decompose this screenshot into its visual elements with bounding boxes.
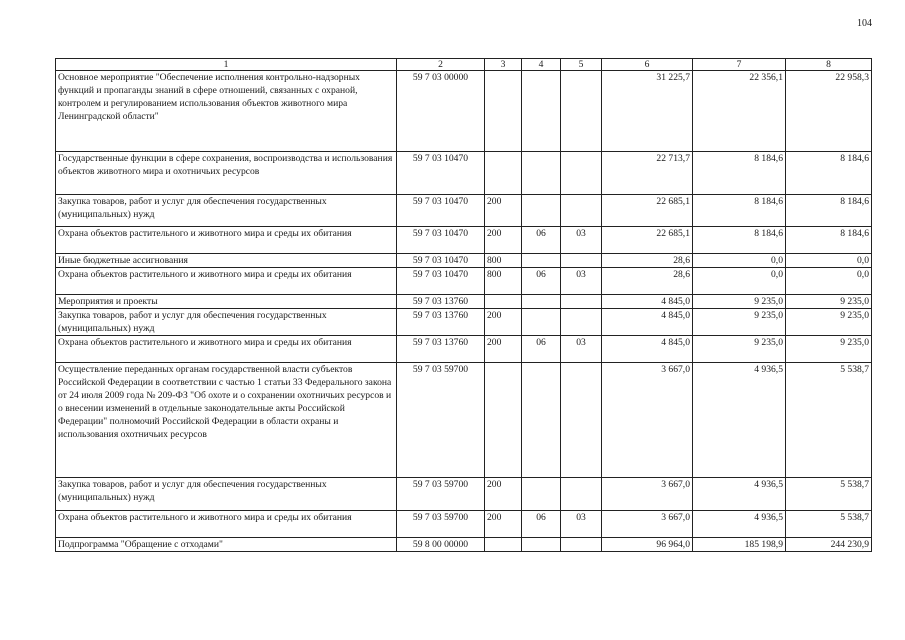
- table-body: [56, 71, 872, 552]
- row-value-6: 3 667,0: [602, 363, 693, 478]
- row-value-7: 8 184,6: [693, 152, 786, 195]
- row-col4: [522, 71, 561, 152]
- row-col5: [561, 295, 602, 309]
- row-name: Закупка товаров, работ и услуг для обеспечения государственных (муниципальных) нужд: [56, 478, 397, 511]
- row-col4: [522, 152, 561, 195]
- table-row: [56, 363, 872, 478]
- row-value-8: 5 538,7: [786, 511, 872, 538]
- row-col4: [522, 254, 561, 268]
- row-name: Охрана объектов растительного и животного мира и среды их обитания: [56, 268, 397, 295]
- row-value-8: 8 184,6: [786, 152, 872, 195]
- row-value-7: 8 184,6: [693, 227, 786, 254]
- row-value-7: 4 936,5: [693, 478, 786, 511]
- table-row: [56, 511, 872, 538]
- row-value-8: 8 184,6: [786, 195, 872, 227]
- row-col3: 200: [485, 227, 522, 254]
- row-name: Закупка товаров, работ и услуг для обеспечения государственных (муниципальных) нужд: [56, 195, 397, 227]
- column-header-4: 4: [522, 59, 561, 71]
- row-col5: 03: [561, 511, 602, 538]
- row-col5: 03: [561, 268, 602, 295]
- table-row: [56, 478, 872, 511]
- row-col3: [485, 295, 522, 309]
- row-value-8: 5 538,7: [786, 478, 872, 511]
- row-value-7: 9 235,0: [693, 295, 786, 309]
- row-name: Мероприятия и проекты: [56, 295, 397, 309]
- column-header-7: 7: [693, 59, 786, 71]
- row-value-8: 0,0: [786, 268, 872, 295]
- row-value-7: 0,0: [693, 268, 786, 295]
- row-code: 59 7 03 10470: [397, 254, 485, 268]
- row-value-6: 3 667,0: [602, 511, 693, 538]
- row-value-7: 9 235,0: [693, 336, 786, 363]
- row-value-8: 8 184,6: [786, 227, 872, 254]
- column-header-1: 1: [56, 59, 397, 71]
- row-value-8: 9 235,0: [786, 309, 872, 336]
- row-value-6: 3 667,0: [602, 478, 693, 511]
- row-col3: 800: [485, 254, 522, 268]
- column-header-5: 5: [561, 59, 602, 71]
- row-col3: [485, 538, 522, 552]
- row-name: Осуществление переданных органам государственной власти субъектов Российской Федерации в соответствии с частью 1 статьи 33 Федерального закона от 24 июля 2009 года № 209-ФЗ "Об охоте и о сохранении охотничьих ресурсов и о внесении изменений в отдельные законодательные акты Российской Федерации" полномочий Российской Федерации в области охраны и использования охотничьих ресурсов: [56, 363, 397, 478]
- row-col5: [561, 195, 602, 227]
- row-value-7: 4 936,5: [693, 511, 786, 538]
- row-value-8: 0,0: [786, 254, 872, 268]
- table-row: [56, 254, 872, 268]
- row-col4: [522, 309, 561, 336]
- row-value-6: 28,6: [602, 268, 693, 295]
- row-value-6: 22 713,7: [602, 152, 693, 195]
- row-col4: 06: [522, 227, 561, 254]
- row-col5: [561, 71, 602, 152]
- row-col4: [522, 295, 561, 309]
- table-row: [56, 309, 872, 336]
- row-value-7: 0,0: [693, 254, 786, 268]
- table-header: [56, 59, 872, 71]
- table-row: [56, 195, 872, 227]
- page-number: 104: [857, 18, 872, 29]
- row-code: 59 8 00 00000: [397, 538, 485, 552]
- row-value-7: 4 936,5: [693, 363, 786, 478]
- table-row: [56, 152, 872, 195]
- row-value-8: 9 235,0: [786, 295, 872, 309]
- row-col3: 200: [485, 309, 522, 336]
- row-value-8: 244 230,9: [786, 538, 872, 552]
- row-col4: [522, 195, 561, 227]
- row-value-8: 22 958,3: [786, 71, 872, 152]
- row-value-6: 28,6: [602, 254, 693, 268]
- row-col3: 800: [485, 268, 522, 295]
- row-col4: 06: [522, 336, 561, 363]
- row-code: 59 7 03 10470: [397, 195, 485, 227]
- row-col3: 200: [485, 336, 522, 363]
- row-value-7: 22 356,1: [693, 71, 786, 152]
- row-name: Основное мероприятие "Обеспечение исполнения контрольно-надзорных функций и пропаганды знаний в сфере отношений, связанных с охраной, контролем и регулированием использования объектов животного мира Ленинградской области": [56, 71, 397, 152]
- row-col3: [485, 71, 522, 152]
- column-header-2: 2: [397, 59, 485, 71]
- row-name: Государственные функции в сфере сохранения, воспроизводства и использования объектов животного мира и охотничьих ресурсов: [56, 152, 397, 195]
- row-value-6: 22 685,1: [602, 227, 693, 254]
- row-col5: [561, 152, 602, 195]
- row-value-6: 4 845,0: [602, 295, 693, 309]
- table-row: [56, 295, 872, 309]
- column-header-6: 6: [602, 59, 693, 71]
- column-header-8: 8: [786, 59, 872, 71]
- row-value-8: 9 235,0: [786, 336, 872, 363]
- row-value-6: 22 685,1: [602, 195, 693, 227]
- row-col5: 03: [561, 336, 602, 363]
- row-code: 59 7 03 59700: [397, 511, 485, 538]
- row-col4: 06: [522, 511, 561, 538]
- row-value-6: 4 845,0: [602, 309, 693, 336]
- row-col5: [561, 254, 602, 268]
- row-col3: 200: [485, 478, 522, 511]
- table-row: [56, 336, 872, 363]
- table-row: [56, 71, 872, 152]
- table-row: [56, 538, 872, 552]
- row-col5: [561, 363, 602, 478]
- row-col4: 06: [522, 268, 561, 295]
- row-value-8: 5 538,7: [786, 363, 872, 478]
- row-code: 59 7 03 00000: [397, 71, 485, 152]
- row-name: Охрана объектов растительного и животного мира и среды их обитания: [56, 336, 397, 363]
- row-col3: 200: [485, 195, 522, 227]
- row-code: 59 7 03 13760: [397, 309, 485, 336]
- row-col4: [522, 363, 561, 478]
- row-code: 59 7 03 10470: [397, 152, 485, 195]
- row-code: 59 7 03 59700: [397, 363, 485, 478]
- column-header-3: 3: [485, 59, 522, 71]
- row-name: Иные бюджетные ассигнования: [56, 254, 397, 268]
- row-value-6: 96 964,0: [602, 538, 693, 552]
- table-row: [56, 268, 872, 295]
- row-col5: [561, 478, 602, 511]
- row-name: Охрана объектов растительного и животного мира и среды их обитания: [56, 511, 397, 538]
- row-col4: [522, 478, 561, 511]
- row-code: 59 7 03 13760: [397, 336, 485, 363]
- row-name: Закупка товаров, работ и услуг для обеспечения государственных (муниципальных) нужд: [56, 309, 397, 336]
- header-row: [56, 59, 872, 71]
- row-code: 59 7 03 10470: [397, 227, 485, 254]
- row-col3: [485, 363, 522, 478]
- row-name: Подпрограмма "Обращение с отходами": [56, 538, 397, 552]
- row-col5: [561, 309, 602, 336]
- row-col4: [522, 538, 561, 552]
- row-value-6: 4 845,0: [602, 336, 693, 363]
- row-value-7: 185 198,9: [693, 538, 786, 552]
- row-code: 59 7 03 59700: [397, 478, 485, 511]
- row-code: 59 7 03 10470: [397, 268, 485, 295]
- row-value-7: 8 184,6: [693, 195, 786, 227]
- table-row: [56, 227, 872, 254]
- row-value-6: 31 225,7: [602, 71, 693, 152]
- row-value-7: 9 235,0: [693, 309, 786, 336]
- row-col5: 03: [561, 227, 602, 254]
- row-col3: 200: [485, 511, 522, 538]
- budget-table: [55, 58, 872, 552]
- row-name: Охрана объектов растительного и животного мира и среды их обитания: [56, 227, 397, 254]
- row-col3: [485, 152, 522, 195]
- row-code: 59 7 03 13760: [397, 295, 485, 309]
- row-col5: [561, 538, 602, 552]
